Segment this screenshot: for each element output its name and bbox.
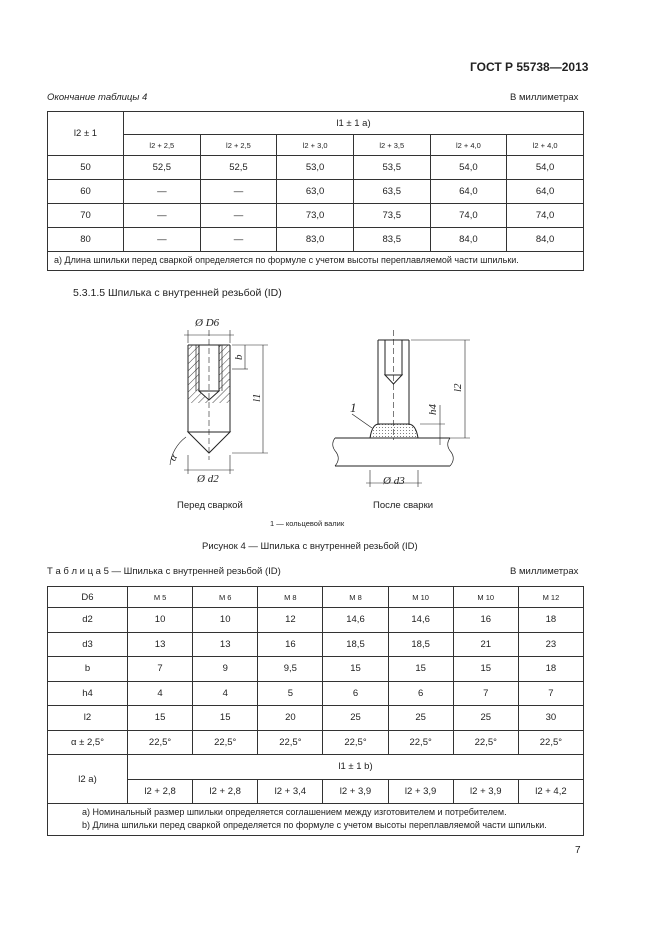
table-cell: l2 + 3,4: [258, 779, 323, 804]
table-cell: 7: [128, 657, 193, 682]
table-cell: M 10: [388, 587, 453, 608]
table-row: [48, 204, 584, 228]
table5-row-label: d3: [48, 632, 128, 657]
table-cell: —: [200, 180, 277, 204]
table-cell: 15: [453, 657, 518, 682]
table4-group-head: l1 ± 1 a): [124, 112, 584, 135]
table-cell: 12: [258, 608, 323, 633]
table4-note: a) Длина шпильки перед сваркой определяется по формуле с учетом высоты переплавляемой части шпильки.: [48, 252, 584, 271]
label-b: b: [233, 354, 245, 360]
table4-col-head: l2 + 3,5: [353, 135, 430, 156]
table-cell: 53,5: [353, 156, 430, 180]
table-cell: 18,5: [323, 632, 388, 657]
table-cell: 14,6: [388, 608, 453, 633]
table-cell: 63,5: [353, 180, 430, 204]
table-cell: 64,0: [430, 180, 507, 204]
table-cell: 84,0: [430, 228, 507, 252]
table-cell: 6: [323, 681, 388, 706]
table-row: [48, 180, 584, 204]
table5-units: В миллиметрах: [510, 566, 579, 577]
left-caption: Перед сваркой: [177, 500, 243, 511]
table5-caption: Т а б л и ц а 5 — Шпилька с внутренней резьбой (ID): [47, 566, 281, 577]
table-cell: 22,5°: [453, 730, 518, 755]
table5-row-label: d2: [48, 608, 128, 633]
label-alpha: α: [166, 452, 180, 464]
table-cell: 13: [128, 632, 193, 657]
table-cell: 50: [48, 156, 124, 180]
table-cell: 5: [258, 681, 323, 706]
table-cell: M 8: [258, 587, 323, 608]
table-cell: —: [124, 228, 201, 252]
table4-row-head: l2 ± 1: [48, 112, 124, 156]
table-cell: 83,0: [277, 228, 354, 252]
table5-row-label: l2: [48, 706, 128, 731]
table-cell: 15: [388, 657, 453, 682]
table-cell: M 12: [518, 587, 583, 608]
figure-4-drawing: [0, 300, 661, 540]
table-cell: 73,0: [277, 204, 354, 228]
table-cell: 13: [193, 632, 258, 657]
table-cell: 23: [518, 632, 583, 657]
table-row: [48, 587, 584, 608]
table-cell: 9: [193, 657, 258, 682]
label-d3: Ø d3: [383, 475, 405, 487]
label-l2: l2: [452, 383, 464, 392]
table-cell: 22,5°: [323, 730, 388, 755]
label-h4: h4: [427, 404, 439, 415]
table-cell: 4: [128, 681, 193, 706]
table4-col-head: l2 + 4,0: [430, 135, 507, 156]
table-cell: 7: [518, 681, 583, 706]
table-cell: —: [124, 204, 201, 228]
table-cell: 30: [518, 706, 583, 731]
table-cell: 16: [453, 608, 518, 633]
table-cell: 53,0: [277, 156, 354, 180]
right-caption: После сварки: [373, 500, 434, 511]
table-cell: 60: [48, 180, 124, 204]
table-cell: 52,5: [124, 156, 201, 180]
table-cell: 22,5°: [193, 730, 258, 755]
table-row: [48, 228, 584, 252]
table4: [47, 111, 584, 271]
table-cell: l2 + 3,9: [388, 779, 453, 804]
table-cell: 6: [388, 681, 453, 706]
table-cell: 15: [128, 706, 193, 731]
table-cell: 20: [258, 706, 323, 731]
table-cell: l2 + 3,9: [453, 779, 518, 804]
table-cell: M 6: [193, 587, 258, 608]
table-cell: l2 + 2,8: [128, 779, 193, 804]
table-cell: M 10: [453, 587, 518, 608]
table-cell: l2 + 3,9: [323, 779, 388, 804]
table-cell: 21: [453, 632, 518, 657]
table-cell: 54,0: [430, 156, 507, 180]
table-row: [48, 608, 584, 633]
table-row: [48, 706, 584, 731]
table5-row-label: D6: [48, 587, 128, 608]
table-cell: 52,5: [200, 156, 277, 180]
table-cell: 15: [323, 657, 388, 682]
table4-col-head: l2 + 4,0: [507, 135, 584, 156]
table5: [47, 586, 584, 836]
table-cell: 7: [453, 681, 518, 706]
section-title: 5.3.1.5 Шпилька с внутренней резьбой (ID): [73, 287, 282, 299]
table-cell: 74,0: [430, 204, 507, 228]
figure-legend: 1 — кольцевой валик: [270, 519, 345, 528]
table-cell: 84,0: [507, 228, 584, 252]
table-cell: 70: [48, 204, 124, 228]
table-row: [48, 681, 584, 706]
table5-l2-head: l2 a): [48, 755, 128, 804]
standard-number: ГОСТ Р 55738—2013: [470, 60, 589, 74]
table-cell: 18,5: [388, 632, 453, 657]
table4-units: В миллиметрах: [510, 92, 579, 103]
table-cell: 14,6: [323, 608, 388, 633]
table-cell: 22,5°: [518, 730, 583, 755]
table-cell: 18: [518, 657, 583, 682]
table-cell: 25: [388, 706, 453, 731]
page-number: 7: [575, 845, 581, 856]
table5-row-label: h4: [48, 681, 128, 706]
table-cell: 25: [453, 706, 518, 731]
label-d2: Ø d2: [197, 473, 219, 485]
table-cell: 63,0: [277, 180, 354, 204]
table-row: [48, 657, 584, 682]
table-cell: 22,5°: [388, 730, 453, 755]
table-cell: 83,5: [353, 228, 430, 252]
table5-note-b: b) Длина шпильки перед сваркой определяется по формуле с учетом высоты переплавляемой части шпильки.: [82, 820, 547, 830]
table-cell: 80: [48, 228, 124, 252]
table-cell: 10: [128, 608, 193, 633]
table-cell: 22,5°: [258, 730, 323, 755]
table-cell: 4: [193, 681, 258, 706]
table5-row-label: b: [48, 657, 128, 682]
table-cell: —: [124, 180, 201, 204]
table-cell: M 8: [323, 587, 388, 608]
figure-caption: Рисунок 4 — Шпилька с внутренней резьбой (ID): [202, 541, 418, 552]
table-cell: 73,5: [353, 204, 430, 228]
label-D6: Ø D6: [195, 317, 220, 329]
table5-note-a: а) Номинальный размер шпильки определяется соглашением между изготовителем и потребителем.: [82, 807, 507, 817]
table-cell: l2 + 4,2: [518, 779, 583, 804]
table5-notes: [48, 804, 584, 836]
label-l1: l1: [251, 393, 263, 402]
table-cell: 54,0: [507, 156, 584, 180]
table-cell: —: [200, 204, 277, 228]
table-cell: 18: [518, 608, 583, 633]
table-cell: 74,0: [507, 204, 584, 228]
table-cell: 22,5°: [128, 730, 193, 755]
table4-col-head: l2 + 2,5: [124, 135, 201, 156]
table4-col-head: l2 + 2,5: [200, 135, 277, 156]
table4-col-head: l2 + 3,0: [277, 135, 354, 156]
table-cell: 64,0: [507, 180, 584, 204]
table-cell: 16: [258, 632, 323, 657]
table5-row-label: α ± 2,5°: [48, 730, 128, 755]
table-row: [48, 156, 584, 180]
table-row: [48, 730, 584, 755]
table-cell: —: [200, 228, 277, 252]
table-cell: 10: [193, 608, 258, 633]
table-cell: 15: [193, 706, 258, 731]
table-cell: M 5: [128, 587, 193, 608]
table-cell: 25: [323, 706, 388, 731]
table-cell: l2 + 2,8: [193, 779, 258, 804]
table-cell: 9,5: [258, 657, 323, 682]
table5-l1-head: l1 ± 1 b): [128, 755, 584, 780]
table-row: [48, 632, 584, 657]
table4-caption: Окончание таблицы 4: [47, 92, 148, 103]
label-1: 1: [350, 400, 357, 415]
